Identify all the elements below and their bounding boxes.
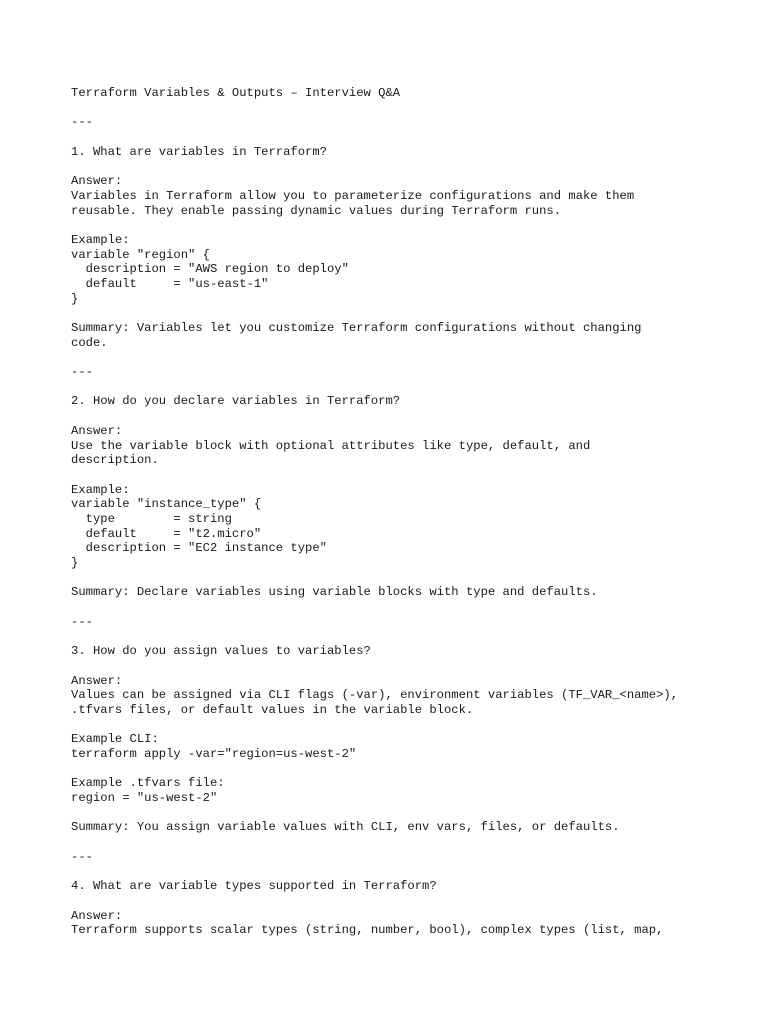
text-line: reusable. They enable passing dynamic values during Terraform runs. (71, 203, 562, 218)
text-line: Answer: (71, 174, 123, 189)
text-line: .tfvars files, or default values in the variable block. (71, 702, 474, 717)
text-line (71, 894, 751, 909)
text-line (71, 629, 751, 644)
text-line (71, 159, 751, 174)
text-line (71, 101, 751, 116)
text-line (71, 762, 751, 777)
text-line: description = "EC2 instance type" (71, 541, 327, 556)
text-line: --- (71, 614, 93, 629)
text-line: code. (71, 335, 108, 350)
text-line: Example CLI: (71, 732, 159, 747)
text-line: 4. What are variable types supported in Terraform? (71, 879, 437, 894)
text-line (71, 659, 751, 674)
text-line: description. (71, 453, 159, 468)
text-line: Answer: (71, 673, 123, 688)
text-line: Terraform Variables & Outputs – Interview Q&A (71, 86, 401, 100)
text-line: Summary: Declare variables using variable blocks with type and defaults. (71, 585, 598, 600)
document-body (71, 86, 751, 938)
text-line (71, 835, 751, 850)
text-line (71, 571, 751, 586)
text-line: Summary: You assign variable values with CLI, env vars, files, or defaults. (71, 820, 620, 835)
text-line: variable "region" { (71, 247, 210, 262)
text-line: --- (71, 849, 93, 864)
text-line (71, 409, 751, 424)
text-line: 1. What are variables in Terraform? (71, 144, 327, 159)
text-line: } (71, 556, 79, 570)
text-line: Example .tfvars file: (71, 776, 225, 791)
text-line (71, 718, 751, 733)
text-line (71, 350, 751, 365)
text-line: } (71, 291, 79, 306)
text-line (71, 600, 751, 615)
text-line (71, 218, 751, 233)
text-line: default = "us-east-1" (71, 276, 269, 291)
text-line: description = "AWS region to deploy" (71, 262, 349, 277)
text-line: 3. How do you assign values to variables? (71, 644, 371, 659)
text-line: --- (71, 365, 93, 380)
text-line: Summary: Variables let you customize Terraform configurations without changing (71, 321, 642, 335)
text-line: Use the variable block with optional attributes like type, default, and (71, 438, 591, 453)
text-line: terraform apply -var="region=us-west-2" (71, 746, 357, 761)
text-line (71, 380, 751, 395)
text-line: variable "instance_type" { (71, 497, 262, 512)
text-line: 2. How do you declare variables in Terraform? (71, 394, 401, 409)
text-line: region = "us-west-2" (71, 791, 218, 805)
text-line: type = string (71, 511, 232, 526)
text-line: default = "t2.micro" (71, 526, 262, 541)
text-line: Example: (71, 232, 130, 247)
text-line: --- (71, 115, 93, 130)
text-line: Terraform supports scalar types (string, number, bool), complex types (list, map, (71, 923, 664, 938)
text-line (71, 468, 751, 483)
text-line: Example: (71, 482, 130, 497)
text-line: Answer: (71, 423, 123, 438)
text-line: Answer: (71, 908, 123, 923)
text-line (71, 806, 751, 821)
text-line (71, 130, 751, 145)
text-line: Values can be assigned via CLI flags (-var), environment variables (TF_VAR_<name>), (71, 688, 679, 703)
text-line: Variables in Terraform allow you to parameterize configurations and make them (71, 188, 635, 203)
text-line (71, 306, 751, 321)
text-line (71, 864, 751, 879)
